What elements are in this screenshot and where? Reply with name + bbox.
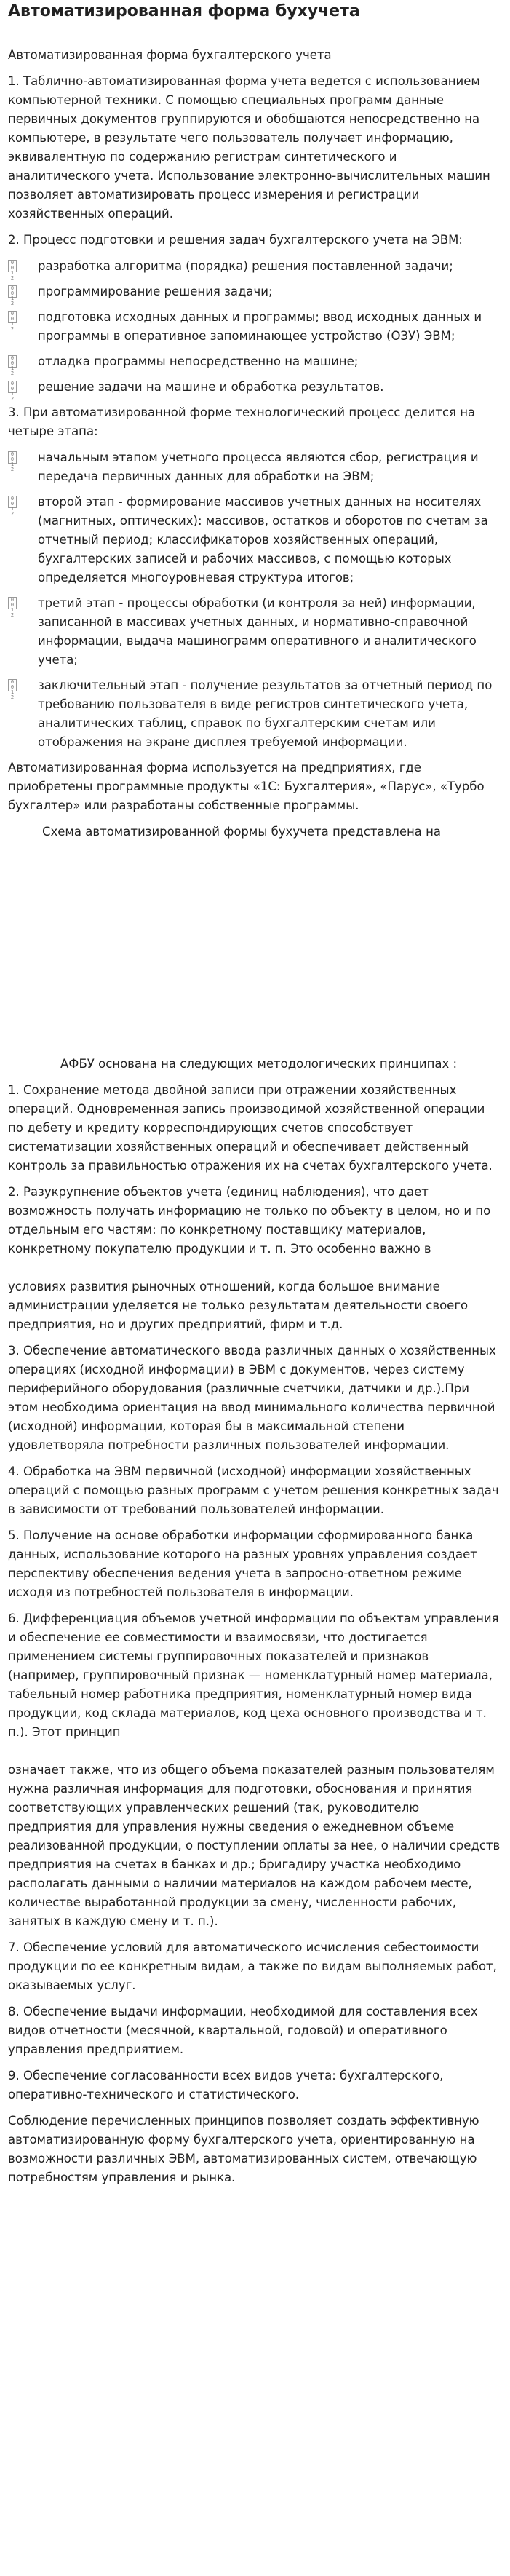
principle-6: 6. Дифференциация объемов учетной информации по объектам управления и обеспечение ее совместимости и взаимосвязи, что достигается применением системы группировочных показателей и признаков (например, группировочный признак — номенклатурный номер материала, табельный номер работника предприятия, номенклатурный номер вида продукции, код склада материалов, код цеха основного производства и т. п.). Этот принцип	[8, 1612, 499, 1739]
paragraph-4: Автоматизированная форма используется на предприятиях, где приобретены программные продукты «1С: Бухгалтерия», «Парус», «Турбо бухгалтер» или разработаны собственные программы.	[8, 761, 485, 812]
list-process-steps	[8, 257, 501, 402]
principles-heading: АФБУ основана на следующих методологических принципах :	[60, 1057, 458, 1071]
missing-glyph-icon: 0 0 1 2	[8, 381, 17, 393]
paragraph-3: 3. При автоматизированной форме технологический процесс делится на четыре этапа:	[8, 405, 476, 438]
page-title: Автоматизированная форма бухучета	[8, 2, 360, 20]
principle-5: 5. Получение на основе обработки информации сформированного банка данных, использование которого на разных уровнях управления создает перспективу обеспечения ведения учета в запросно-ответном режиме исходя из потребностей пользователя в информации.	[8, 1529, 477, 1599]
missing-glyph-icon: 0 0 1 2	[8, 260, 17, 272]
list-item: 0 0 1 2 отладка программы непосредственно на машине;	[8, 352, 501, 371]
principle-3: 3. Обеспечение автоматического ввода различных данных о хозяйственных операциях (исходной информации) в ЭВМ с документов, через систему периферийного оборудования (различные счетчики, датчики и др.).При этом необходима ориентация на ввод минимального количества первичной (исходной) информации, которая бы в максимальной степени удовлетворяла потребности различных пользователей информации.	[8, 1344, 496, 1452]
principle-4: 4. Обработка на ЭВМ первичной (исходной) информации хозяйственных операций с помощью разных программ с учетом решения конкретных задач в зависимости от требований пользователей информации.	[8, 1465, 499, 1516]
paragraph-2: 2. Процесс подготовки и решения задач бухгалтерского учета на ЭВМ:	[8, 233, 463, 247]
list-stages	[8, 448, 501, 752]
list-item: 0 0 1 2 разработка алгоритма (порядка) решения поставленной задачи;	[8, 257, 501, 276]
missing-glyph-icon: 0 0 1 2	[8, 285, 17, 298]
missing-glyph-icon: 0 0 1 2	[8, 496, 17, 508]
list-item: 0 0 1 2 подготовка исходных данных и программы; ввод исходных данных и программы в оперативное запоминающее устройство (ОЗУ) ЭВМ;	[8, 308, 501, 346]
list-item: 0 0 1 2 третий этап - процессы обработки (и контроля за ней) информации, записанной в массивах учетных данных, и нормативно-справочной информации, выдача машинограмм оперативного и аналитического учета;	[8, 594, 501, 670]
subtitle: Автоматизированная форма бухгалтерского учета	[8, 48, 332, 62]
list-item: 0 0 1 2 заключительный этап - получение результатов за отчетный период по требованию пользователя в виде регистров синтетического учета, аналитических таблиц, справок по бухгалтерским счетам или отображения на экране дисплея требуемой информации.	[8, 676, 501, 752]
schema-caption: Схема автоматизированной формы бухучета представлена на	[42, 825, 442, 839]
list-item: 0 0 1 2 решение задачи на машине и обработка результатов.	[8, 378, 501, 397]
missing-glyph-icon: 0 0 1 2	[8, 355, 17, 368]
principle-6-continued: означает также, что из общего объема показателей разным пользователям нужна различная информация для подготовки, обоснования и принятия соответствующих управленческих решений (так, руководителю предприятия для управления нужны сведения о ежедневном объеме реализованной продукции, о поступлении оплаты за нее, о наличии средств предприятия на счетах в банках и др.; бригадиру участка необходимо располагать данными о наличии материалов на каждом рабочем месте, количестве выработанной продукции за смену, численности рабочих, занятых в каждую смену и т. п.).	[8, 1763, 501, 1928]
missing-glyph-icon: 0 0 1 2	[8, 311, 17, 323]
missing-glyph-icon: 0 0 1 2	[8, 679, 17, 691]
paragraph-1: 1. Таблично-автоматизированная форма учета ведется с использованием компьютерной техники. С помощью специальных программ данные первичных документов группируются и обобщаются непосредственно на компьютере, в результате чего пользователь получает информацию, эквивалентную по содержанию регистрам синтетического и аналитического учета. Использование электронно-вычислительных машин позволяет автоматизировать процесс измерения и регистрации хозяйственных операций.	[8, 74, 490, 221]
conclusion: Соблюдение перечисленных принципов позволяет создать эффективную автоматизированную форму бухгалтерского учета, ориентированную на возможности различных ЭВМ, автоматизированных систем, отвечающую потребностям управления и рынка.	[8, 2114, 479, 2184]
list-item: 0 0 1 2 второй этап - формирование массивов учетных данных на носителях (магнитных, оптических): массивов, остатков и оборотов по счетам за отчетный период; классификаторов хозяйственных операций, бухгалтерских записей и рабочих массивов, с помощью которых определяется многоуровневая структура итогов;	[8, 493, 501, 587]
principle-8: 8. Обеспечение выдачи информации, необходимой для составления всех видов отчетности (месячной, квартальной, годовой) и оперативного управления предприятием.	[8, 2005, 478, 2056]
missing-glyph-icon: 0 0 1 2	[8, 597, 17, 609]
schema-figure-placeholder	[8, 841, 501, 1055]
list-item: 0 0 1 2 программирование решения задачи;	[8, 282, 501, 301]
principle-2-continued: условиях развития рыночных отношений, когда большое внимание администрации уделяется не только результатам деятельности своего предприятия, но и других предприятий, фирм и т.д.	[8, 1280, 469, 1331]
principle-2: 2. Разукрупнение объектов учета (единиц наблюдения), что дает возможность получать информацию не только по объекту в целом, но и по отдельным его частям: по конкретному поставщику материалов, конкретному покупателю продукции и т. п. Это особенно важно в	[8, 1185, 491, 1256]
principle-9: 9. Обеспечение согласованности всех видов учета: бухгалтерского, оперативно-технического и статистического.	[8, 2069, 444, 2101]
list-item: 0 0 1 2 начальным этапом учетного процесса являются сбор, регистрация и передача первичных данных для обработки на ЭВМ;	[8, 448, 501, 486]
principle-1: 1. Сохранение метода двойной записи при отражении хозяйственных операций. Одновременная запись производимой хозяйственной операции по дебету и кредиту корреспондирующих счетов способствует систематизации хозяйственных операций и обеспечивает действенный контроль за правильностью отражения их на счетах бухгалтерского учета.	[8, 1083, 493, 1173]
principle-7: 7. Обеспечение условий для автоматического исчисления себестоимости продукции по ее конкретным видам, а также по видам выполняемых работ, оказываемых услуг.	[8, 1941, 497, 1992]
missing-glyph-icon: 0 0 1 2	[8, 451, 17, 464]
